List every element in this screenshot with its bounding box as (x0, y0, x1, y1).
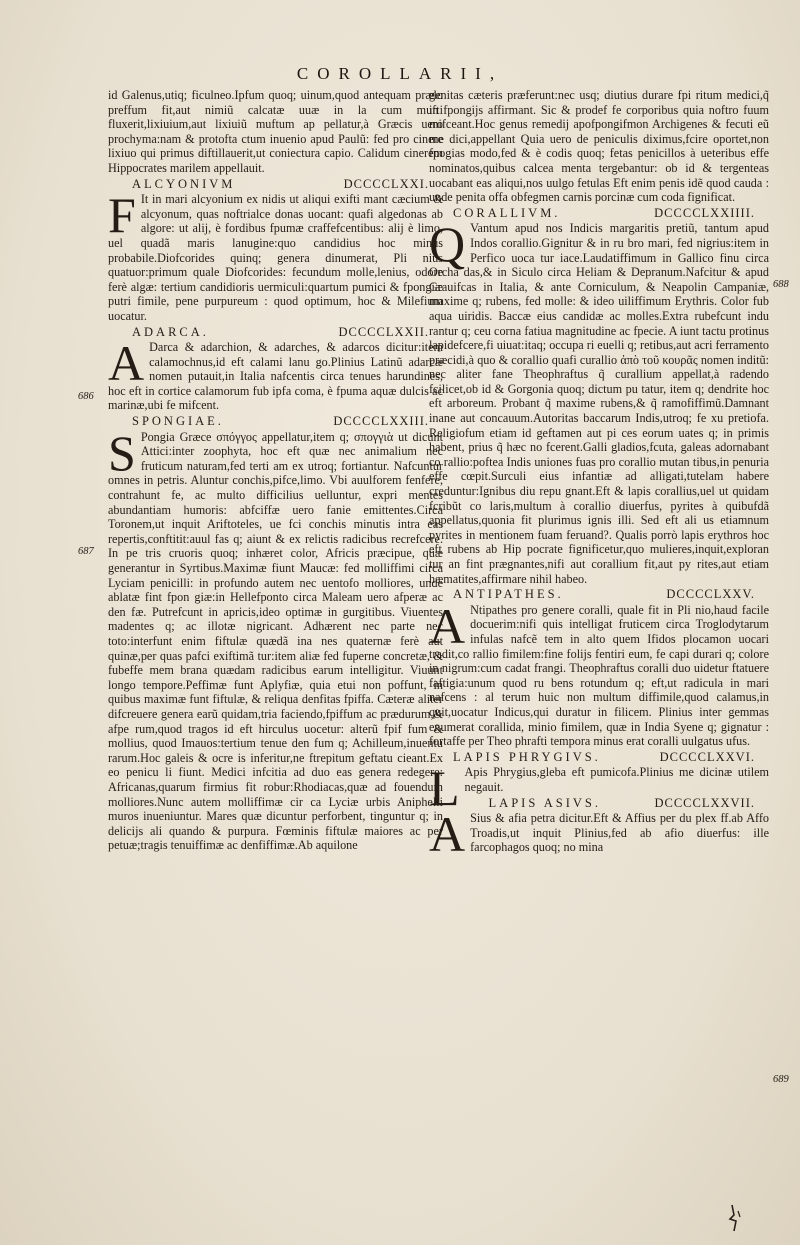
margin-number: 686 (78, 391, 94, 402)
entry-text (108, 187, 443, 323)
heading-title: LAPIS ASIVS. (488, 795, 601, 810)
entry-body: Darca & adarchion, & adarches, & adarcos dicitur:item calamochnus,id eft calami lanu go.Plinius Latinũ adarcæ nomen putauit,in Italia nafcentis circa tenues harundines, hoc eft in cortice calamorum fub ipfa coma, è fpuma aquæ dulcis ac marinæ,ubi fe mifcent. (108, 340, 443, 413)
entry-body: Vantum apud nos Indicis margaritis pretiũ, tantum apud Indos corallio.Gignitur & in ru bro mari, fed nigrius:item in Perfico uoca tur iace.Laudatiffimum in Gallico finu circa Orcha das,& in Siculo circa Heliam & Depranum.Nafcitur & apud Grauifcas in Italia, & ante Corniculum, & Neapolin Campaniæ, maxime q; rubens, fed molle: & ideo uiliffimum Erythris. Color fub aqua uiridis. Baccæ eius candidæ ac molles.Extra rubefcunt indu rantur q; ceu corna fatiua magnitudine ac fpecie. A iunt tactu protinus lapidefcere,fi uiuat:itaq; occupa ri euelli q; retibus,aut acri ferramento præcidi,à quo & corallio quafi curallio ἀπὸ τοῦ κουρᾶς nomen inditũ: nec aliter fane Theophraftus q̃ curallium appellat,à radendo fcilicet,ob id & Gorgonia quoq; dictum pu tatur, item q; dendrite hoc eft arboreum. Probant q̃ maxime rubens,& q̃ ramofiffimũ.Damnant inane aut concauum.Autoritas baccarum Indis,utroq; fe xu pretiofa. Religiofum etiam id geftamen aut pi ces eorum uates q; in primis habent, prius q̃ hæc no fcerent.Galli gladios,fcuta, galeas adornabant co rallio:poftea Indis uniones fuas pro corallio mutan tibus,in penuria effe cœpit.Surculi eius infantiæ ad alligati,tutelam habere creduntur:Ignibus diu repu gnant.Eft & lapis corallius,uel ut quidam fcribũt co laris,multum à corallio diuerfus, pyrites à quibufdã appellatus,quonia fit plurimus ignis illi. Sed eft ali us etiamnum pyrites in mentionem fuam feruand?. Qualis porrò lapis erythros hoc eft rubens ab Hip pocrate fignificetur,quo mulieres,inquit,exploran tur an fint prægnantes,nifi aut corallium fit,aut py rites,aut etiam hæmatites,affirmare nihil habeo. (429, 221, 769, 586)
entry-heading (429, 750, 769, 765)
heading-title: CORALLIVM. (453, 205, 561, 220)
entry-heading (108, 325, 443, 340)
left-column (108, 88, 443, 853)
heading-number: DCCCCLXXI. (343, 176, 429, 191)
drop-cap: A (429, 806, 466, 863)
heading-number: DCCCCLXXII. (338, 324, 429, 339)
entry-body: Apis Phrygius,gleba eft pumicofa.Plinius me dicinæ utilem negauit. (464, 765, 769, 794)
drop-cap: L (429, 760, 460, 817)
entry-heading (429, 206, 769, 221)
drop-cap: F (108, 187, 136, 244)
entry-body: It in mari alcyonium ex nidis ut aliqui exifti mant cæcium & alcyonum, quas noftrialce donas uocant: quafi algedonas ab algore: ut alij, è fordibus fpumæ craffefcentibus: alij è limo, uel quadã maris lanugine:quo candidius hoc minus probabile.Diofcorides quinq; genera dinumerat, Pli nius quatuor:primum quale Diofcorides: fecundum molle,lenius, odore ferè algæ: tertium candidioris uermiculi:quartum pumici & fpongiæ putri fimile, pene purpureum : quod optimum, hoc & Milefium uocatur. (108, 192, 443, 323)
entry-body: Ntipathes pro genere coralli, quale fit in Pli nio,haud facile docuerim:nifi quis intelligat fruticem circa Troglodytarum infulas nafcẽ tem in alto quem Ifidos plocamon uocari tradit,co rallio fimilem:fine folijs fentiri eum, fe capi durari q; colore in nigrum:cum cadat frangi. Theophraftus coralli duo uidetur ftatuere faftigia:unum quod ru bens rotundum q; eft,ut radicula in mari nafcens : al terum huic non multum diffimile,quod calamus,in quit,uocatur Indicus,qui duratur in filicem. Plinius inter gemmas enumerat corallida, minio fimilem, quæ in India Syene q; gignatur : fortaffe per Theo phrafti tempora minus erat coralli uulgatus ufus. (429, 602, 769, 749)
heading-title: SPONGIAE. (132, 414, 224, 429)
drop-cap: A (429, 597, 466, 654)
entry-heading (465, 796, 769, 811)
entry-heading (108, 414, 443, 429)
heading-number: DCCCCLXXIII. (333, 414, 429, 429)
ink-mark (722, 1203, 750, 1233)
drop-cap: S (108, 424, 136, 481)
margin-number: 687 (78, 546, 94, 557)
entry-heading (108, 177, 443, 192)
entry-text (429, 597, 769, 749)
margin-number: 689 (773, 1074, 789, 1085)
running-head: COROLLARII, (296, 64, 504, 83)
heading-title: ADARCA. (132, 324, 209, 339)
entry-text (108, 424, 443, 853)
entry-body: Sius & afia petra dicitur.Eft & Affius per du plex ff.ab Affo Troadis,ut inquit Plinius,fed ab afio diuerfus: ille farcophagos quoq; no mina (470, 811, 769, 855)
heading-number: DCCCCLXXV. (666, 587, 755, 602)
heading-title: LAPIS PHRYGIVS. (453, 749, 601, 764)
heading-title: ANTIPATHES. (453, 587, 564, 602)
right-column (429, 88, 769, 863)
heading-number: DCCCCLXXVII. (654, 795, 755, 810)
drop-cap: A (108, 335, 145, 392)
heading-number: DCCCCLXXIIII. (654, 205, 755, 220)
entry-text (429, 806, 769, 863)
drop-cap: Q (429, 216, 466, 273)
entry-text (429, 216, 769, 586)
paragraph: genitas cæteris præferunt:nec usq; diutius durare fpi ritum medici,q̃ in fpongijs affirmant. Sic & prodef fe corporibus quia noftro fuum mifceant.Hoc genus remedij apofpongifmon Archigenes & fecuti eũ me dici,appellant Quia uero de peniculis diximus,fcire oportet,non fpogias modo,fed & è codis quoq; fetas penicillos à ueteribus effe nominatos,quibus calcea menta tergebantur: ob id & tergenteas uocabant eas aliqui,nos uulgo fetulas Eft enim penis idẽ quod cauda : unde penita offa obfegmen carnis porcinæ cum coda fignificat. (429, 88, 769, 205)
margin-number: 688 (773, 279, 789, 290)
heading-title: ALCYONIVM (132, 176, 236, 191)
paragraph: id Galenus,utiq; ficulneo.Ipfum quoq; uinum,quod antequam prælo preffum fit,aut nimiũ calcatæ uuæ in la cum mufti fluxerit,lixiuium,aut lixiuiũ muftum ap pellatur,à Græcis uero prochyma:nam & protofta ctum inuenio apud Paulũ: fed pro cinere lixiuo qui primus diftillauerit,ut coniectura capio. Calidum cinerem Hippocrates marilem appellauit. (108, 88, 443, 175)
entry-body: Pongia Græce σπόγγος appellatur,item q; σπογγιὰ ut dicunt Attici:inter zoophyta, hoc eft quæ nec animalium nec fruticum naturam,fed terti am ex utroq; fortiantur. Nafcuntur omnes in petris. Aluntur conchis,pifce,limo. Vbi auulforem fenfere, contrahunt fe, ac multo difficilius uelluntur, expri mentes abundantiam humoris: abfciffæ uero fanie emittentes.Circa Toronem,ut inquit Ariftoteles, ue fci conchis minutis intra eas repertis,conftitit:auul fas q; aiunt & ex relictis radicibus recrefcere. In pe tris cruoris quoq; inhæret color, Africis præcipue, quæ generantur in Syrtibus.Maximæ fiunt Maucæ: fed molliffimi circa Lyciam penicilli: in profundo autem nec uentofo molliores, unde ablatæ fint fpon giæ:in Hellefponto circa Maleam uero afperæ ac den fæ. Putrefcunt in apricis,ideo optimæ in gurgitibus. Viuentes madentes q; ac illotæ nigricant. Adhærent nec parte nec toto:interfunt enim fiftulæ quædã ina nes quaternæ ferè aut quinæ,per quas pafci exiftimã tur:item aliæ fed fuperne concretæ, & fubeffe mem brana quædam radicibus earum intelligitur. Viuunt longo tempore.Peffimæ funt Aplyfiæ, quia etui non poffunt, in quibus maximæ funt fiftulæ, & reliqua denfitas fpiffa. Cæteræ aliter difcreuere genera earũ quidam,tria faciendo,fpiffum ac prædurum,& afpe rum,quod tragos id eft hirculus uocetur: alterũ fpif fum & mollius, quod Imauos:tertium tenue den fum q; Achilleum,inuentu rarum.Hoc galeis & ocre is inferitur,ne ftrepitum geftatu cieant.Ex eo penicu li fiunt. Medici infcitia ad duo eas genera redegere: Africanas,quarum firmius fit robur:Rhodiacas,quæ ad fouendum molliores.Nunc autem molliffimæ cir ca Lyciæ urbis Aniphelli muros inueniuntur. Mares quæ dicuntur perforbent, tinguntur q; in delicijs ali quando & purpura. Fœminis fiftulæ maiores ac per petuæ;tragis tenuiffimæ ac denfiffimæ.Ab aquilone (108, 429, 443, 853)
entry-heading (429, 587, 769, 602)
heading-number: DCCCCLXXVI. (659, 749, 755, 764)
entry-text (108, 335, 443, 413)
